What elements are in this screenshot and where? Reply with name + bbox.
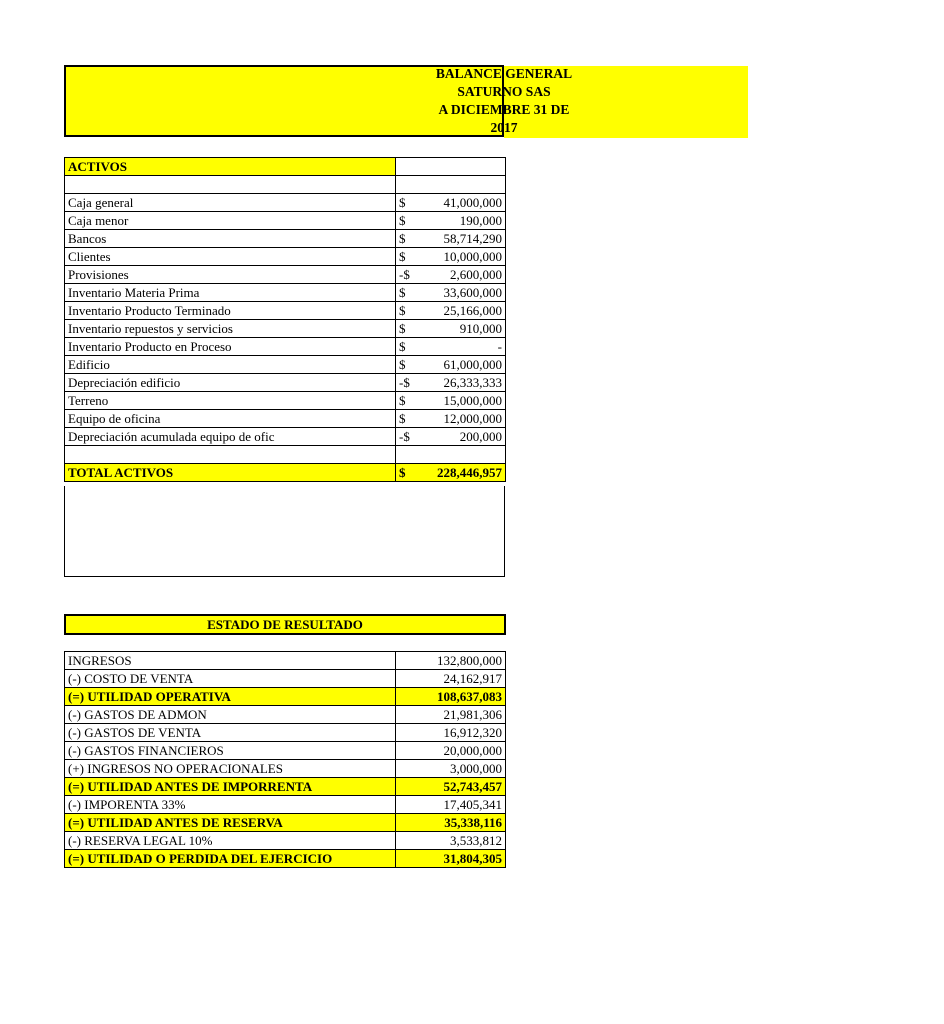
row-label[interactable]: Clientes <box>65 248 396 266</box>
header-company: SATURNO SAS <box>457 84 551 99</box>
currency-sign: $ <box>399 464 406 480</box>
table-row <box>65 374 506 392</box>
row-value: 910,000 <box>459 320 502 336</box>
currency-sign: $ <box>399 230 406 246</box>
row-label[interactable]: INGRESOS <box>65 652 396 670</box>
total-activos-label[interactable]: TOTAL ACTIVOS <box>65 464 396 482</box>
row-value: 190,000 <box>459 212 502 228</box>
row-label[interactable]: (=) UTILIDAD O PERDIDA DEL EJERCICIO <box>65 850 396 868</box>
currency-sign: -$ <box>399 266 410 282</box>
table-row <box>65 688 506 706</box>
table-row <box>65 302 506 320</box>
table-row <box>65 194 506 212</box>
table-row <box>65 850 506 868</box>
row-value: 26,333,333 <box>443 374 502 390</box>
table-row <box>65 652 506 670</box>
row-label[interactable]: (-) GASTOS DE ADMON <box>65 706 396 724</box>
row-value: 200,000 <box>459 428 502 444</box>
row-label[interactable]: Bancos <box>65 230 396 248</box>
row-value[interactable]: 20,000,000 <box>396 742 506 760</box>
row-value: - <box>497 338 502 354</box>
table-row <box>65 356 506 374</box>
row-label[interactable]: Equipo de oficina <box>65 410 396 428</box>
row-label[interactable]: Inventario Producto en Proceso <box>65 338 396 356</box>
row-value: 25,166,000 <box>443 302 502 318</box>
table-row <box>65 248 506 266</box>
row-label[interactable]: (-) IMPORENTA 33% <box>65 796 396 814</box>
estado-resultado-title[interactable]: ESTADO DE RESULTADO <box>64 614 506 635</box>
row-value[interactable]: 3,533,812 <box>396 832 506 850</box>
table-row <box>65 176 506 194</box>
row-label[interactable]: Depreciación acumulada equipo de ofic <box>65 428 396 446</box>
row-value[interactable]: 3,000,000 <box>396 760 506 778</box>
row-label[interactable]: (+) INGRESOS NO OPERACIONALES <box>65 760 396 778</box>
row-label[interactable]: (-) GASTOS DE VENTA <box>65 724 396 742</box>
row-value: 12,000,000 <box>443 410 502 426</box>
row-value[interactable]: 16,912,320 <box>396 724 506 742</box>
table-row <box>65 284 506 302</box>
header-text-clip <box>64 66 573 138</box>
row-value: 15,000,000 <box>443 392 502 408</box>
header-title: BALANCE GENERAL <box>435 66 573 81</box>
row-value: 10,000,000 <box>443 248 502 264</box>
row-label[interactable]: Caja menor <box>65 212 396 230</box>
row-value: 61,000,000 <box>443 356 502 372</box>
row-value[interactable]: 24,162,917 <box>396 670 506 688</box>
empty-area <box>64 486 505 577</box>
row-label[interactable]: (=) UTILIDAD ANTES DE IMPORRENTA <box>65 778 396 796</box>
table-row <box>65 320 506 338</box>
currency-sign: $ <box>399 212 406 228</box>
table-row <box>65 230 506 248</box>
table-row <box>65 760 506 778</box>
row-label[interactable]: Depreciación edificio <box>65 374 396 392</box>
row-value: 41,000,000 <box>443 194 502 210</box>
table-row <box>65 742 506 760</box>
currency-sign: $ <box>399 194 406 210</box>
currency-sign: $ <box>399 284 406 300</box>
table-row <box>65 814 506 832</box>
row-label[interactable]: (-) RESERVA LEGAL 10% <box>65 832 396 850</box>
row-label[interactable]: Provisiones <box>65 266 396 284</box>
row-label[interactable]: (=) UTILIDAD ANTES DE RESERVA <box>65 814 396 832</box>
row-label[interactable]: Inventario Producto Terminado <box>65 302 396 320</box>
estado-table <box>64 651 506 868</box>
table-row <box>65 796 506 814</box>
row-label[interactable]: Edificio <box>65 356 396 374</box>
row-value: 58,714,290 <box>443 230 502 246</box>
table-row <box>65 724 506 742</box>
balance-section-header <box>65 158 506 176</box>
currency-sign: $ <box>399 338 406 354</box>
row-value: 2,600,000 <box>450 266 502 282</box>
row-label[interactable]: Terreno <box>65 392 396 410</box>
row-label[interactable]: Inventario Materia Prima <box>65 284 396 302</box>
currency-sign: $ <box>399 320 406 336</box>
table-row <box>65 706 506 724</box>
currency-sign: -$ <box>399 374 410 390</box>
balance-table <box>64 157 506 482</box>
row-value[interactable]: 52,743,457 <box>396 778 506 796</box>
currency-sign: -$ <box>399 428 410 444</box>
activos-heading[interactable]: ACTIVOS <box>65 158 396 176</box>
row-label[interactable]: (-) COSTO DE VENTA <box>65 670 396 688</box>
row-value[interactable]: 108,637,083 <box>396 688 506 706</box>
table-row <box>65 266 506 284</box>
table-row <box>65 392 506 410</box>
table-row <box>65 446 506 464</box>
row-value[interactable]: 21,981,306 <box>396 706 506 724</box>
currency-sign: $ <box>399 392 406 408</box>
table-row <box>65 428 506 446</box>
row-label[interactable]: (-) GASTOS FINANCIEROS <box>65 742 396 760</box>
row-value[interactable]: 132,800,000 <box>396 652 506 670</box>
currency-sign: $ <box>399 302 406 318</box>
table-row <box>65 832 506 850</box>
header-year: 2017 <box>490 120 518 135</box>
row-label[interactable]: (=) UTILIDAD OPERATIVA <box>65 688 396 706</box>
row-value[interactable]: 17,405,341 <box>396 796 506 814</box>
currency-sign: $ <box>399 248 406 264</box>
table-row <box>65 670 506 688</box>
table-row <box>65 212 506 230</box>
currency-sign: $ <box>399 410 406 426</box>
row-label[interactable]: Caja general <box>65 194 396 212</box>
total-activos-value: 228,446,957 <box>437 464 502 480</box>
table-row <box>65 778 506 796</box>
row-value[interactable]: 35,338,116 <box>396 814 506 832</box>
row-label[interactable]: Inventario repuestos y servicios <box>65 320 396 338</box>
table-row <box>65 338 506 356</box>
row-value[interactable]: 31,804,305 <box>396 850 506 868</box>
header-date: A DICIEMBRE 31 DE <box>438 102 570 117</box>
currency-sign: $ <box>399 356 406 372</box>
total-activos-row <box>65 464 506 482</box>
table-row <box>65 410 506 428</box>
row-value: 33,600,000 <box>443 284 502 300</box>
